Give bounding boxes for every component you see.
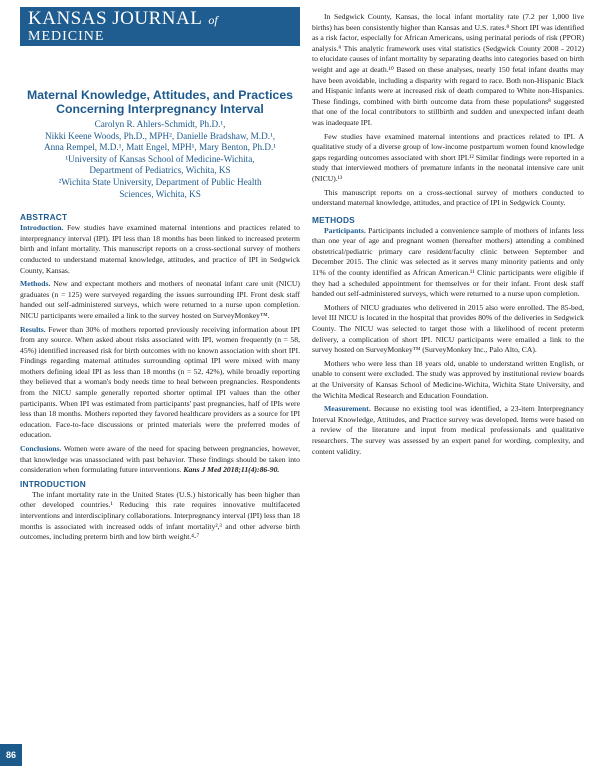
journal-name-medicine: MEDICINE [28,28,105,44]
author-block [20,119,300,200]
journal-masthead [20,7,300,44]
methods-participants [312,226,584,300]
abstract-results-label: Results. [20,324,46,334]
introduction-paragraph: This manuscript reports on a cross-sectional survey of mothers conducted to understand maternal knowledge, attitudes, and practice of IPI in Sedgwick County. [312,187,584,208]
affiliation-line: ¹University of Kansas School of Medicine-Wichita, [65,153,255,164]
measurement-text: Because no existing tool was identified, a 23-item Interpregnancy Interval Knowledge, Attitudes, and Practice survey was developed. Items were based on a review of the literature and input from medical professionals and qualitative researchers. The survey was assessed by an expert panel for wording, complexity, and content validity. [312,404,584,456]
introduction-heading: INTRODUCTION [20,478,87,489]
journal-name-of: of [208,12,218,27]
abstract-introduction [20,223,300,276]
introduction-paragraph: The infant mortality rate in the United States (U.S.) historically has been higher than other developed countries.¹ Reducing this rate requires innovative multifaceted interventions and interdisciplinary collaborations. Interpregnancy interval (IPI) less than 18 months is associated with increased odds of infant mortality²,³ and other adverse birth outcomes, including preterm birth and low birth weight.⁴-⁷ [20,489,300,542]
right-column [312,12,584,460]
participants-label: Participants. [324,225,366,235]
journal-name-main: KANSAS JOURNAL [28,7,203,29]
methods-paragraph: Mothers who were less than 18 years old, unable to understand written English, or unable to consent were excluded. The study was approved by institutional review boards at the University of Kansas School of Medicine-Wichita, Wichita State University, and the Wichita Medical Research and Education Foundation. [312,358,584,400]
abstract-heading: ABSTRACT [20,212,68,223]
affiliation-line: Department of Pediatrics, Wichita, KS [89,165,231,176]
abstract-conclusions-text: Women were aware of the need for spacing between pregnancies, however, that knowledge was unassociated with past behavior. These findings should be taken into consideration when formulating future interventions. [20,444,300,475]
author-line: Anna Rempel, M.D.¹, Matt Engel, MPH¹, Mary Benton, Ph.D.¹ [43,142,277,153]
methods-heading: METHODS [312,214,355,225]
abstract-results-text: Fewer than 30% of mothers reported previously receiving information about IPI from any source. When asked about risks associated with IPI, women frequently (n = 58, 45%) identified increased risk for birth outcomes with no known association with short IPI. Findings regarding maternal attitudes surrounding optimal IPI were mixed with many mothers defining ideal IPI as less than 18 months (n = 52, 42%), while broadly reporting they believed that a woman's body needs time to heal between pregnancies. Respondents from the NICU sample generally reported shorter optimal IPI values than the other participants. When IPI was estimated from participants' past pregnancies, half of IPIs were less than 18 months. Mothers reported they favored healthcare providers as a source for IPI education. Face-to-face discussions or printed materials were the preferred modes of education. [20,324,301,440]
measurement-label: Measurement. [324,404,371,414]
introduction-paragraph: In Sedgwick County, Kansas, the local infant mortality rate (7.2 per 1,000 live births) has been consistently higher than Kansas and U.S. rates.⁸ Short IPI was identified as a risk factor, especially for African Americans, using perinatal periods of risk (PPOR) analysis.⁹ This analytic framework uses vital statistics (Sedgwick County 2008 - 2012) to elucidate causes of infant mortality by separating deaths into categories based on birth weight and age at death.¹⁰ Based on these analyses, nearly 150 fetal infant deaths may have been avoidable, including a disparity with regard to race. Both non-Hispanic Black and Hispanic infants were at increased risk of death compared to White non-Hispanics. These findings, combined with birth outcome data from these populations⁸ suggested that one of the local contributors to stillbirth and sudden and unexpected infant death was inadequate IPI. [312,12,584,127]
methods-paragraph: Mothers of NICU graduates who delivered in 2015 also were enrolled. The 85-bed, level III NICU is located in the hospital that provides 80% of the deliveries in Sedgwick County. The NICU was selected to target those with a likelihood of recent preterm delivery, a complication of short IPI. NICU participants were emailed a link to the survey hosted on SurveyMonkey™ (SurveyMonkey Inc., Palo Alto, CA). [312,302,584,355]
abstract-intro-text: Few studies have examined maternal intentions and practices related to interpregnancy interval (IPI). IPI less than 18 months has been linked to increased preterm birth and infant mortality. This manuscript reports on a cross-sectional survey of mothers conducted to understand maternal knowledge, attitudes, and practice of IPI in Sedgwick County, Kansas. [20,223,300,275]
abstract-conclusions [20,444,300,476]
author-line: Carolyn R. Ahlers-Schmidt, Ph.D.¹, [94,119,226,129]
journal-logo [20,7,300,46]
citation: Kans J Med 2018;11(4):86-90. [183,465,280,475]
abstract-methods-label: Methods. [20,279,51,289]
abstract-conclusions-label: Conclusions. [20,444,62,454]
affiliation-line: ²Wichita State University, Department of Public Health [58,176,262,187]
participants-text: Participants included a convenience sample of mothers of infants less than one year of age and pregnant women (hereafter mothers) attending a combined obstetrical/pediatric primary care resident/faculty clinic between September and December 2015. The clinic was selected as it serves many minority patients and only 11% of the county identified as African American.¹¹ Clinic participants were eligible if they had a scheduled appointment for themselves or for their infant. Front desk staff handed out self-administered surveys, which were returned to a nurse upon completion. [312,225,585,299]
author-line: Nikki Keene Woods, Ph.D., MPH², Danielle Bradshaw, M.D.¹, [44,130,276,141]
article-title: Maternal Knowledge, Attitudes, and Practices Concerning Interpregnancy Interval [26,88,294,116]
abstract-methods-text: New and expectant mothers and mothers of neonatal infant care unit (NICU) graduates (n = 125) were surveyed regarding the issues surrounding IPI. Front desk staff handed out self-administered surveys, which were returned to a nurse upon completion. NICU participants were emailed a link to the survey hosted on SurveyMonkey™. [20,279,300,320]
page-number: 86 [0,744,22,766]
abstract-results [20,325,300,442]
abstract-methods [20,279,300,321]
left-column [20,7,301,546]
introduction-paragraph: Few studies have examined maternal intentions and practices related to IPI. A qualitative study of a diverse group of low-income postpartum women found knowledge gaps regarding outcomes associated with short IPI.¹² Similar findings were reported in a study that interviewed mothers of premature infants in the neonatal intensive care unit (NICU).¹³ [312,131,584,183]
affiliation-line: Sciences, Wichita, KS [119,188,201,199]
methods-measurement [312,404,584,457]
abstract-intro-label: Introduction. [20,223,64,233]
